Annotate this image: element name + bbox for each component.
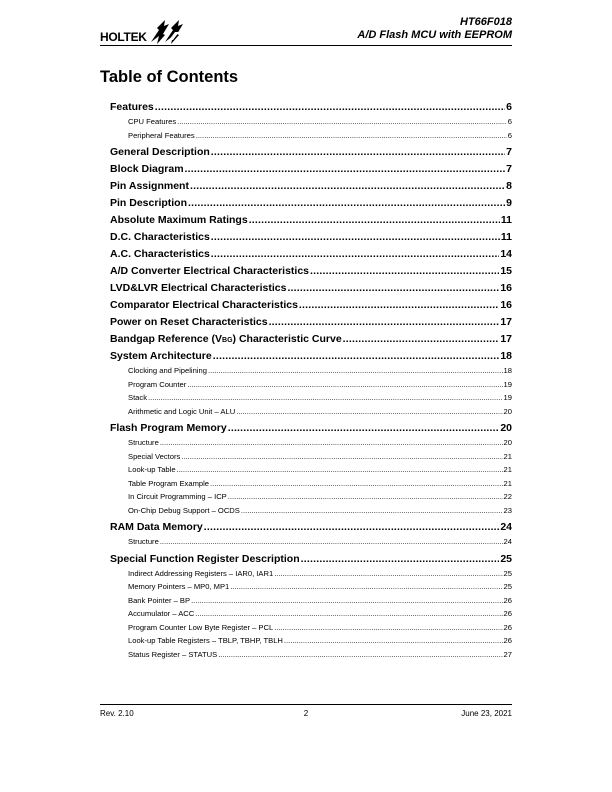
toc-subentry-page: 27: [503, 649, 512, 659]
toc-entry-label: RAM Data Memory: [110, 521, 203, 533]
toc-subentry-page: 25: [503, 582, 512, 591]
dot-leader: [230, 580, 502, 594]
toc-entry[interactable]: [110, 163, 512, 176]
toc-subentry-label: Structure: [128, 537, 159, 546]
dot-leader: [187, 378, 502, 392]
toc-subentry-label: Table Program Example: [128, 478, 210, 488]
toc-subentry[interactable]: [110, 567, 512, 581]
toc-entry-page: 17: [500, 333, 512, 345]
toc-subentry-page: 26: [503, 609, 512, 618]
dot-leader: [301, 553, 500, 566]
toc-subentry-page: 6: [507, 130, 512, 140]
dot-leader: [211, 146, 505, 159]
logo-text: HOLTEK: [100, 30, 147, 44]
toc-subentry-page: 26: [503, 622, 512, 632]
toc-entry-page: 9: [506, 197, 512, 209]
toc-entry-page: 8: [506, 180, 512, 192]
toc-entry-page: 24: [500, 521, 512, 533]
toc-subentry[interactable]: [110, 129, 512, 143]
toc-entry[interactable]: [110, 553, 512, 566]
toc-entry-label: Flash Program Memory: [110, 422, 227, 434]
toc-entry-label: Absolute Maximum Ratings: [110, 214, 248, 226]
toc-entry-label: Features: [110, 101, 154, 113]
toc-subentry-label: Clocking and Pipelining: [128, 366, 207, 375]
toc-subentry-page: 24: [503, 537, 512, 546]
toc-entry[interactable]: [110, 231, 512, 244]
toc-subentry-page: 19: [503, 393, 512, 402]
toc-subentry[interactable]: [110, 378, 512, 392]
toc-subentry-page: 21: [503, 478, 512, 488]
toc-entry-label: Pin Assignment: [110, 180, 189, 192]
toc-entry-label: Bandgap Reference (VBG) Characteristic Curve: [110, 333, 342, 345]
toc-entry[interactable]: [110, 422, 512, 435]
dot-leader: [218, 648, 502, 662]
toc-entry[interactable]: [110, 350, 512, 363]
toc-subentry-label: Memory Pointers – MP0, MP1: [128, 582, 230, 591]
dot-leader: [284, 634, 503, 648]
dot-leader: [249, 214, 500, 227]
toc-subentry[interactable]: [110, 504, 512, 518]
toc-entry[interactable]: [110, 197, 512, 210]
toc-subentry-label: Accumulator – ACC: [128, 609, 195, 618]
toc-subentry[interactable]: [110, 580, 512, 594]
toc-entry-page: 14: [500, 248, 512, 260]
toc-subentry[interactable]: [110, 490, 512, 504]
dot-leader: [191, 594, 502, 608]
toc-subentry-page: 22: [503, 492, 512, 501]
page-header: [100, 12, 512, 46]
dot-leader: [181, 450, 502, 464]
toc-subentry[interactable]: [110, 535, 512, 549]
toc-entry-page: 20: [500, 422, 512, 434]
toc-subentry-list: [110, 535, 512, 549]
dot-leader: [228, 490, 503, 504]
toc-subentry-label: Structure: [128, 438, 159, 447]
toc-entry-page: 25: [500, 552, 512, 565]
dot-leader: [155, 101, 505, 114]
toc-entry-page: 6: [506, 101, 512, 113]
dot-leader: [211, 248, 500, 261]
dot-leader: [299, 299, 499, 312]
toc-entry-page: 7: [506, 146, 512, 158]
toc-subentry-page: 26: [503, 595, 512, 605]
dot-leader: [228, 422, 500, 435]
dot-leader: [210, 477, 503, 491]
dot-leader: [287, 282, 499, 295]
toc-entry-label: A.C. Characteristics: [110, 248, 210, 260]
toc-subentry-page: 21: [503, 465, 512, 474]
dot-leader: [190, 180, 505, 193]
toc-subentry-label: Program Counter: [128, 379, 187, 389]
toc-entry-page: 11: [500, 214, 512, 226]
toc-subentry-label: CPU Features: [128, 117, 177, 126]
revision-label: Rev. 2.10: [100, 709, 134, 718]
document-subtitle: A/D Flash MCU with EEPROM: [357, 29, 512, 41]
toc-entry-page: 7: [506, 163, 512, 175]
dot-leader: [160, 535, 503, 549]
dot-leader: [241, 504, 503, 518]
dot-leader: [343, 333, 500, 346]
toc-entry-label: System Architecture: [110, 350, 212, 362]
toc-subentry-page: 18: [503, 366, 512, 375]
document-title: [357, 16, 512, 42]
toc-subentry-list: [110, 567, 512, 662]
toc-entry-label: Power on Reset Characteristics: [110, 316, 268, 328]
toc-subentry[interactable]: [110, 391, 512, 405]
toc-subentry-label: In Circuit Programming – ICP: [128, 492, 227, 501]
page-number: 2: [303, 709, 309, 718]
toc-subentry-label: Special Vectors: [128, 451, 181, 461]
dot-leader: [274, 621, 502, 635]
toc-subentry-page: 21: [503, 451, 512, 461]
toc-subentry-label: Look-up Table Registers – TBLP, TBHP, TBLH: [128, 636, 283, 645]
dot-leader: [236, 405, 502, 419]
toc-entry[interactable]: [110, 282, 512, 295]
toc-subentry[interactable]: [110, 115, 512, 129]
toc-subentry-page: 20: [503, 438, 512, 447]
toc-entry-page: 16: [500, 299, 512, 311]
toc-subentry[interactable]: [110, 436, 512, 450]
toc-entry[interactable]: [110, 180, 512, 193]
toc-entry-label: Special Function Register Description: [110, 552, 300, 565]
dot-leader: [204, 521, 500, 534]
footer-divider: [100, 704, 512, 705]
dot-leader: [185, 163, 506, 176]
toc-subentry[interactable]: [110, 594, 512, 608]
toc-entry[interactable]: [110, 248, 512, 261]
holtek-logo-mark-icon: [149, 16, 187, 46]
dot-leader: [211, 231, 500, 244]
dot-leader: [310, 265, 499, 278]
toc-subentry-label: Status Register – STATUS: [128, 649, 218, 659]
toc-entry[interactable]: [110, 101, 512, 114]
toc-entry-label: General Description: [110, 146, 210, 158]
footer-date: June 23, 2021: [461, 709, 512, 718]
toc-entry-page: 15: [500, 265, 512, 277]
toc-entry[interactable]: [110, 299, 512, 312]
toc-subentry-label: Stack: [128, 393, 147, 402]
toc-subentry[interactable]: [110, 621, 512, 635]
toc-subentry-list: [110, 115, 512, 142]
toc-subentry[interactable]: [110, 477, 512, 491]
toc-entry-label: D.C. Characteristics: [110, 231, 210, 243]
toc-entry[interactable]: [110, 333, 512, 346]
toc-entry-label: Block Diagram: [110, 163, 184, 175]
toc-entry[interactable]: [110, 521, 512, 534]
toc-entry[interactable]: [110, 146, 512, 159]
toc-subentry[interactable]: [110, 450, 512, 464]
dot-leader: [160, 436, 503, 450]
dot-leader: [269, 316, 500, 329]
dot-leader: [148, 391, 503, 405]
toc-entry-page: 18: [500, 350, 512, 362]
toc-entry-label: A/D Converter Electrical Characteristics: [110, 265, 310, 277]
toc-subentry[interactable]: [110, 634, 512, 648]
toc-subentry-label: Bank Pointer – BP: [128, 595, 191, 605]
toc-entry-page: 16: [500, 282, 512, 294]
toc-subentry[interactable]: [110, 463, 512, 477]
toc-subentry-label: Program Counter Low Byte Register – PCL: [128, 622, 274, 632]
toc-subentry-label: Indirect Addressing Registers – IAR0, IAR1: [128, 568, 274, 578]
toc-subentry-label: Arithmetic and Logic Unit – ALU: [128, 406, 236, 416]
toc-entry[interactable]: [110, 214, 512, 227]
toc-subentry-page: 26: [503, 636, 512, 645]
toc-entry-label: Pin Description: [110, 197, 188, 209]
toc-subentry-list: [110, 436, 512, 517]
toc-entry[interactable]: [110, 265, 512, 278]
dot-leader: [195, 607, 502, 621]
dot-leader: [177, 463, 503, 477]
toc-entry-label: LVD&LVR Electrical Characteristics: [110, 282, 287, 294]
toc-subentry-list: [110, 364, 512, 418]
dot-leader: [208, 364, 503, 378]
toc-subentry-page: 23: [503, 505, 512, 515]
part-number: HT66F018: [460, 16, 512, 28]
toc-subentry[interactable]: [110, 648, 512, 662]
toc-subentry-label: Peripheral Features: [128, 130, 195, 140]
toc-subentry-page: 19: [503, 379, 512, 389]
header-divider: [100, 45, 512, 46]
dot-leader: [196, 129, 507, 143]
toc-heading: Table of Contents: [100, 68, 239, 86]
toc-subentry[interactable]: [110, 405, 512, 419]
toc-subentry-page: 25: [503, 568, 512, 578]
table-of-contents: [110, 101, 512, 661]
dot-leader: [188, 197, 505, 210]
toc-subentry-label: On-Chip Debug Support – OCDS: [128, 505, 240, 515]
toc-entry-label: Comparator Electrical Characteristics: [110, 299, 298, 311]
dot-leader: [274, 567, 502, 581]
toc-entry-page: 17: [500, 316, 512, 328]
toc-subentry-label: Look-up Table: [128, 465, 176, 474]
dot-leader: [177, 115, 507, 129]
toc-subentry-page: 6: [507, 117, 512, 126]
toc-entry-page: 11: [500, 231, 512, 243]
dot-leader: [213, 350, 500, 363]
toc-subentry[interactable]: [110, 364, 512, 378]
toc-subentry[interactable]: [110, 607, 512, 621]
toc-subentry-page: 20: [503, 406, 512, 416]
toc-entry[interactable]: [110, 316, 512, 329]
